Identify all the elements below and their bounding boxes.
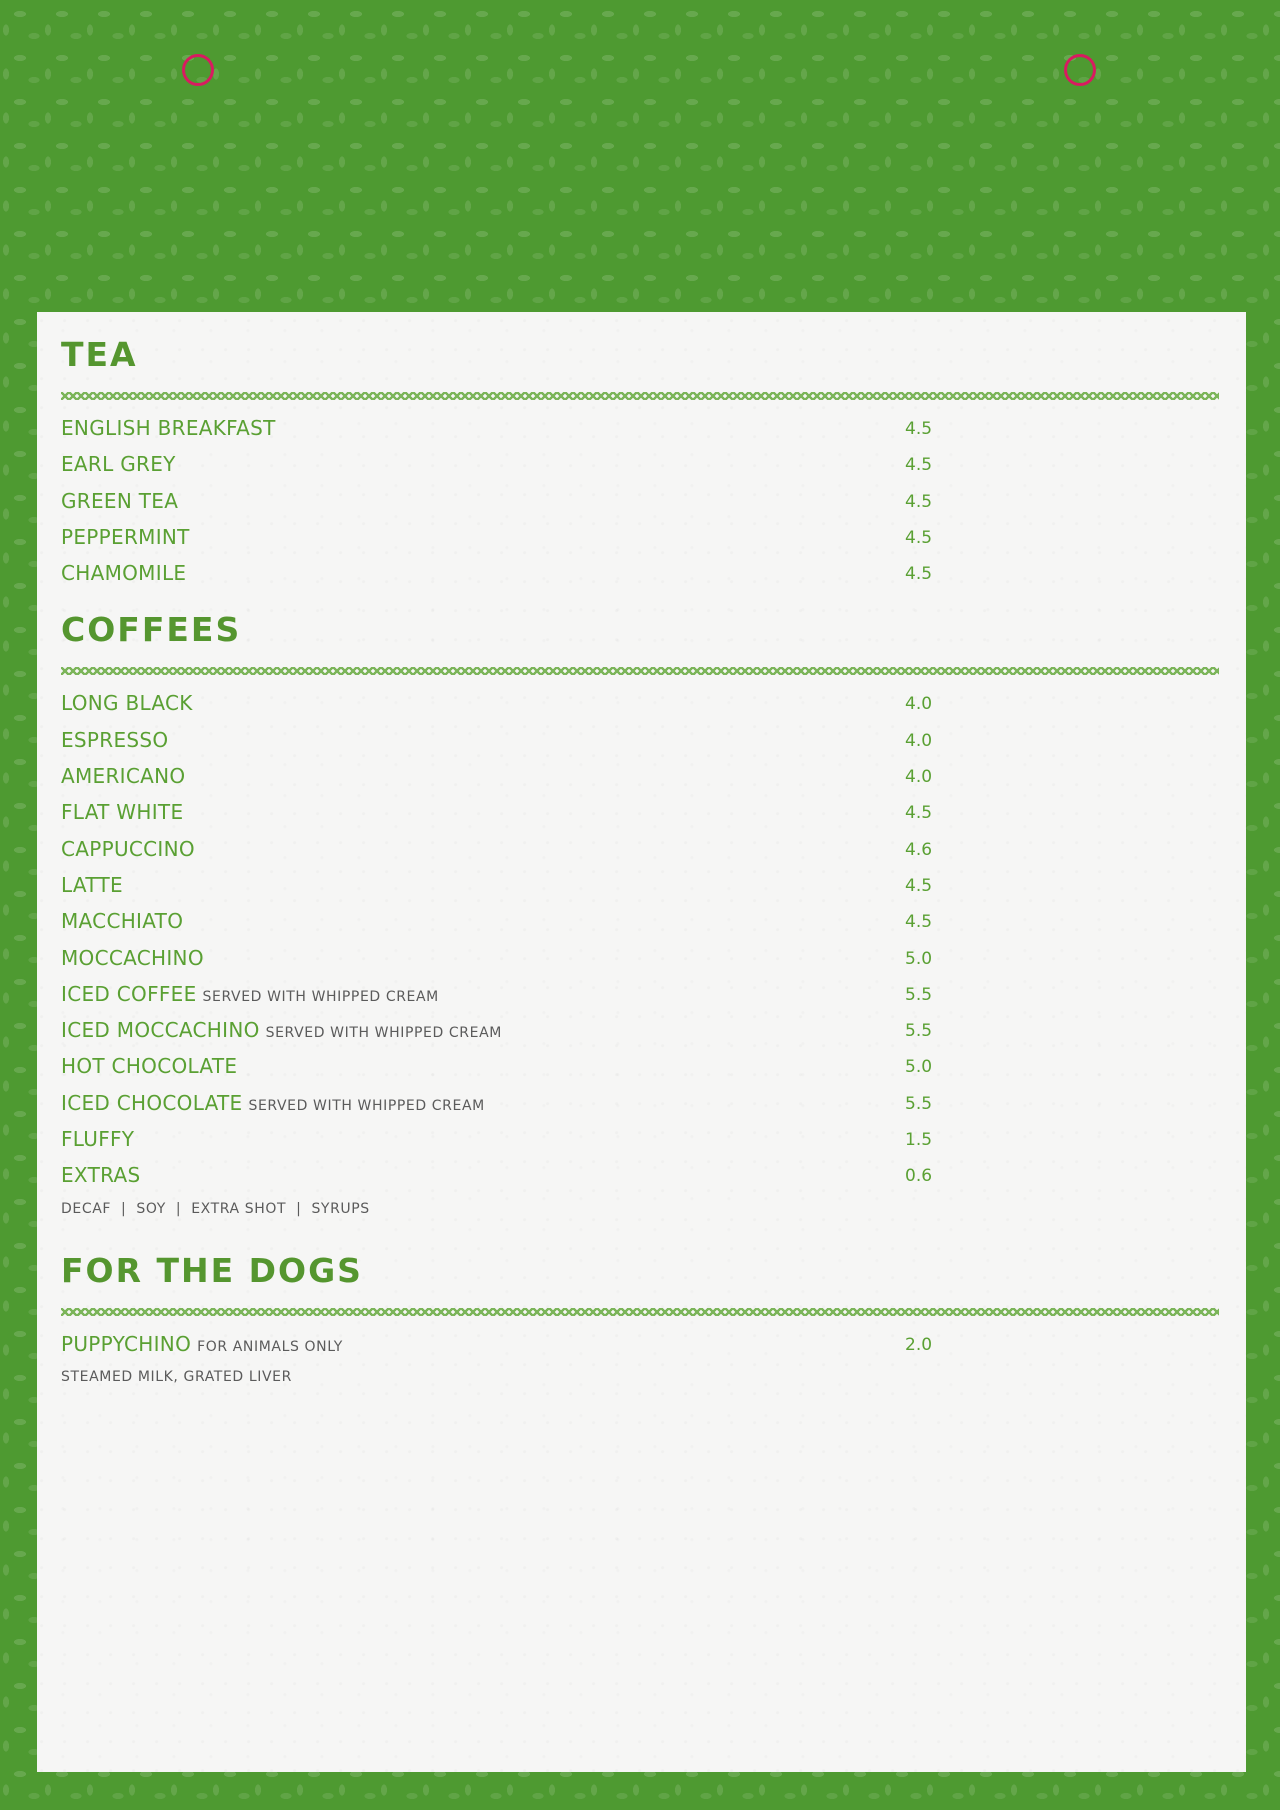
separator: | (175, 1200, 182, 1217)
item-price: 5.0 (905, 948, 933, 969)
item-name: CHAMOMILE (61, 561, 187, 586)
menu-item (61, 1016, 1219, 1052)
item-name: ESPRESSO (61, 727, 169, 752)
menu-item (61, 1052, 1219, 1088)
menu-item (61, 762, 1219, 798)
item-name: AMERICANO (61, 764, 186, 789)
item-name: ICED CHOCOLATE (61, 1090, 243, 1115)
item-price: 4.5 (905, 803, 933, 824)
item-price: 4.5 (905, 912, 933, 933)
item-price: 4.5 (905, 455, 933, 476)
item-price: 4.5 (905, 491, 933, 512)
item-price: 5.5 (905, 1093, 933, 1114)
item-name-with-note (61, 982, 439, 1006)
item-name: PUPPYCHINO (61, 1331, 192, 1356)
item-price: 4.0 (905, 730, 933, 751)
menu-sheet (37, 312, 1246, 1772)
extras-option: SYRUPS (311, 1200, 370, 1217)
section-title-coffees: COFFEES (61, 610, 242, 650)
extras-option: DECAF (61, 1200, 112, 1217)
section-divider (61, 1308, 1219, 1316)
item-note: FOR ANIMALS ONLY (197, 1338, 343, 1355)
coffees-list (61, 689, 1219, 1219)
item-price: 4.5 (905, 875, 933, 896)
item-price: 4.6 (905, 839, 933, 860)
item-name: EARL GREY (61, 452, 176, 477)
menu-item (61, 907, 1219, 943)
menu-item (61, 689, 1219, 725)
item-price: 2.0 (905, 1334, 933, 1355)
section-divider (61, 392, 1219, 400)
item-name: ICED COFFEE (61, 981, 197, 1006)
menu-item (61, 1330, 1219, 1366)
section-title-dogs: FOR THE DOGS (61, 1250, 363, 1290)
menu-item (61, 414, 1219, 450)
item-name: ENGLISH BREAKFAST (61, 416, 276, 440)
menu-item (61, 487, 1219, 523)
item-note: SERVED WITH WHIPPED CREAM (265, 1025, 502, 1042)
item-name: FLUFFY (61, 1127, 135, 1152)
item-name: ICED MOCCACHINO (61, 1018, 260, 1043)
ring-left-icon (182, 54, 214, 86)
menu-item (61, 798, 1219, 834)
item-name: LATTE (61, 872, 123, 897)
menu-item (61, 871, 1219, 907)
separator: | (296, 1200, 302, 1217)
item-description: STEAMED MILK, GRATED LIVER (61, 1368, 292, 1385)
menu-item (61, 1161, 1219, 1197)
menu-item (61, 1089, 1219, 1125)
menu-item (61, 980, 1219, 1016)
item-name: CAPPUCCINO (61, 836, 195, 861)
dogs-list (61, 1330, 1219, 1388)
item-price: 5.0 (905, 1057, 933, 1078)
ring-right-icon (1064, 54, 1096, 86)
menu-item (61, 559, 1219, 595)
item-name: FLAT WHITE (61, 800, 184, 825)
menu-item (61, 1125, 1219, 1161)
menu-content (61, 330, 1219, 1388)
section-title-tea: TEA (61, 335, 138, 374)
item-name-with-note (61, 1018, 502, 1042)
item-price: 5.5 (905, 984, 933, 1005)
extras-option: SOY (136, 1200, 166, 1217)
separator: | (121, 1200, 127, 1217)
menu-item (61, 450, 1219, 486)
item-price: 0.6 (905, 1166, 933, 1187)
item-name: PEPPERMINT (61, 524, 190, 549)
menu-item (61, 944, 1219, 980)
item-note: SERVED WITH WHIPPED CREAM (202, 988, 439, 1005)
item-price: 4.5 (905, 564, 933, 585)
item-name: LONG BLACK (61, 691, 193, 716)
tea-list (61, 414, 1219, 595)
item-price: 4.5 (905, 527, 933, 548)
item-name: EXTRAS (61, 1163, 141, 1188)
spacer (61, 1220, 1219, 1246)
menu-item (61, 726, 1219, 762)
item-name-with-note (61, 1332, 343, 1356)
spacer (61, 595, 1219, 605)
extras-option: EXTRA SHOT (191, 1200, 287, 1217)
section-divider (61, 667, 1219, 675)
item-price: 4.0 (905, 694, 933, 715)
item-price: 4.5 (905, 419, 933, 439)
menu-item (61, 523, 1219, 559)
item-name-with-note (61, 1091, 485, 1115)
item-name: MOCCACHINO (61, 945, 204, 970)
item-note: SERVED WITH WHIPPED CREAM (248, 1097, 485, 1114)
item-price: 5.5 (905, 1021, 933, 1042)
item-price: 1.5 (905, 1130, 933, 1151)
menu-item (61, 835, 1219, 871)
extras-options (61, 1198, 1219, 1220)
item-name: MACCHIATO (61, 909, 184, 934)
item-price: 4.0 (905, 767, 933, 788)
item-name: GREEN TEA (61, 488, 179, 513)
item-name: HOT CHOCOLATE (61, 1054, 238, 1079)
